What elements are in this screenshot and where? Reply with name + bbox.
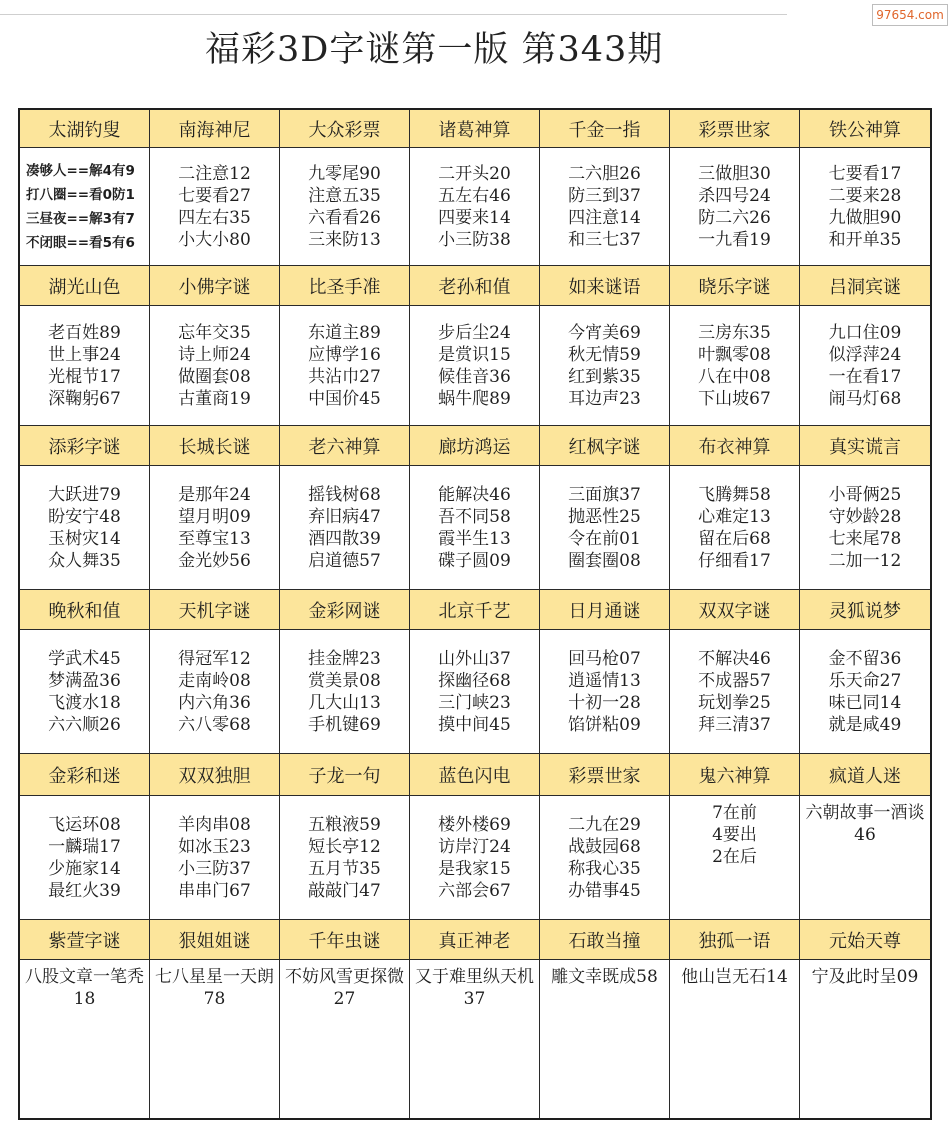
puzzle-line: 他山岂无石14	[681, 967, 788, 987]
column-header	[20, 920, 150, 960]
column-header	[800, 426, 930, 466]
puzzle-line: 探幽径68	[438, 670, 511, 691]
puzzle-board	[18, 108, 932, 1120]
column-header-label: 双双字谜	[698, 600, 771, 622]
puzzle-line: 是我家15	[438, 858, 511, 879]
puzzle-cell	[670, 796, 800, 920]
puzzle-cell	[410, 466, 540, 590]
column-header-label: 天机字谜	[178, 600, 251, 622]
puzzle-line: 留在后68	[698, 528, 771, 549]
column-header-label: 真实谎言	[829, 436, 901, 458]
puzzle-line: 六八零68	[178, 714, 251, 735]
column-header	[670, 754, 800, 796]
column-header-label: 紫萱字谜	[48, 930, 121, 952]
puzzle-line: 内六角36	[178, 692, 251, 713]
puzzle-line: 宁及此时呈09	[811, 967, 919, 987]
column-header	[540, 110, 670, 148]
column-header	[670, 590, 800, 630]
puzzle-line: 梦满盈36	[48, 670, 121, 691]
puzzle-line: 防三到37	[568, 185, 641, 206]
puzzle-cell	[280, 466, 410, 590]
puzzle-cell	[20, 630, 150, 754]
column-header	[20, 110, 150, 148]
puzzle-line: 五粮液59	[308, 814, 381, 835]
column-header-label: 鬼六神算	[698, 765, 771, 787]
puzzle-line: 三昼夜==解3有7	[26, 210, 135, 227]
column-header	[800, 754, 930, 796]
top-rule	[0, 14, 787, 15]
puzzle-line: 秋无情59	[568, 344, 641, 365]
puzzle-line: 众人舞35	[48, 550, 121, 571]
column-header	[410, 920, 540, 960]
column-header-label: 如来谜语	[568, 276, 641, 298]
column-header	[800, 590, 930, 630]
puzzle-line: 雕文幸既成58	[551, 967, 658, 987]
column-header	[150, 590, 280, 630]
puzzle-cell	[280, 148, 410, 266]
puzzle-line: 一麟瑞17	[48, 836, 121, 857]
puzzle-line: 七来尾78	[828, 528, 902, 549]
column-header-label: 子龙一句	[308, 765, 381, 787]
column-header-label: 廊坊鸿运	[438, 436, 511, 458]
puzzle-line: 挂金牌23	[308, 648, 381, 669]
puzzle-line: 味已同14	[828, 692, 902, 713]
puzzle-line: 九零尾90	[308, 163, 381, 184]
puzzle-line: 最红火39	[48, 880, 121, 901]
column-header-label: 灵狐说梦	[829, 600, 901, 622]
column-header-label: 石敢当撞	[568, 930, 641, 952]
puzzle-cell	[280, 306, 410, 426]
puzzle-line: 三做胆30	[698, 163, 771, 184]
puzzle-line: 闹马灯68	[828, 388, 902, 409]
column-header	[150, 920, 280, 960]
puzzle-line: 六看看26	[308, 207, 381, 228]
puzzle-line: 八在中08	[698, 366, 771, 387]
column-header	[410, 426, 540, 466]
puzzle-cell	[20, 466, 150, 590]
site-watermark: 97654.com	[872, 4, 948, 26]
puzzle-line: 二要来28	[828, 185, 902, 206]
column-header	[670, 266, 800, 306]
puzzle-line: 酒四散39	[308, 528, 381, 549]
puzzle-line: 红到紫35	[568, 366, 641, 387]
column-header	[150, 110, 280, 148]
puzzle-cell	[540, 630, 670, 754]
puzzle-line: 七要看17	[828, 163, 902, 184]
column-header	[410, 590, 540, 630]
puzzle-line: 四要来14	[438, 207, 511, 228]
column-header-label: 铁公神算	[829, 119, 901, 141]
puzzle-line: 三门峡23	[438, 692, 511, 713]
puzzle-line: 耳边声23	[568, 388, 641, 409]
puzzle-line: 忘年交35	[178, 322, 251, 343]
column-header-label: 日月通谜	[568, 600, 641, 622]
puzzle-line: 盼安宁48	[48, 506, 121, 527]
puzzle-cell	[150, 630, 280, 754]
puzzle-line: 启道德57	[308, 550, 381, 571]
puzzle-line: 七八星星一天朗78	[155, 967, 274, 1009]
column-header-label: 双双独胆	[178, 765, 251, 787]
column-header-label: 红枫字谜	[568, 436, 641, 458]
puzzle-line: 九口住09	[828, 322, 902, 343]
column-header-label: 晚秋和值	[48, 600, 121, 622]
column-header	[280, 426, 410, 466]
puzzle-line: 办错事45	[568, 880, 641, 901]
puzzle-line: 能解决46	[438, 484, 511, 505]
puzzle-line: 小哥俩25	[828, 484, 902, 505]
puzzle-line: 二加一12	[828, 550, 902, 571]
puzzle-line: 十初一28	[568, 692, 641, 713]
column-header	[150, 266, 280, 306]
puzzle-cell	[540, 148, 670, 266]
column-header-label: 彩票世家	[698, 119, 771, 141]
column-header	[540, 590, 670, 630]
column-header-label: 蓝色闪电	[438, 765, 511, 787]
column-header	[670, 110, 800, 148]
puzzle-cell	[800, 796, 930, 920]
column-header	[150, 754, 280, 796]
puzzle-line: 霞半生13	[438, 528, 511, 549]
puzzle-line: 小大小80	[178, 229, 251, 250]
puzzle-line: 望月明09	[178, 506, 251, 527]
puzzle-cell	[540, 306, 670, 426]
puzzle-line: 几大山13	[308, 692, 381, 713]
column-header-label: 布衣神算	[698, 436, 771, 458]
puzzle-line: 走南岭08	[178, 670, 251, 691]
puzzle-line: 九做胆90	[828, 207, 902, 228]
puzzle-cell	[410, 148, 540, 266]
column-header	[670, 426, 800, 466]
column-header	[150, 426, 280, 466]
column-header	[280, 920, 410, 960]
puzzle-line: 圈套圈08	[568, 550, 641, 571]
column-header	[800, 920, 930, 960]
column-header	[280, 110, 410, 148]
puzzle-line: 三房东35	[698, 322, 771, 343]
puzzle-line: 似浮萍24	[828, 344, 902, 365]
puzzle-line: 4要出	[712, 825, 757, 845]
column-header-label: 千年虫谜	[308, 930, 381, 952]
puzzle-line: 今宵美69	[568, 322, 641, 343]
puzzle-line: 又于难里纵天机37	[415, 967, 534, 1009]
puzzle-line: 四注意14	[568, 207, 641, 228]
puzzle-line: 杀四号24	[698, 185, 771, 206]
puzzle-line: 金不留36	[828, 648, 902, 669]
puzzle-line: 步后尘24	[438, 322, 511, 343]
puzzle-cell	[670, 630, 800, 754]
page-title: 福彩3D字谜第一版 第343期	[205, 30, 664, 70]
column-header	[20, 590, 150, 630]
column-header	[540, 266, 670, 306]
puzzle-line: 敲敲门47	[308, 880, 381, 901]
puzzle-cell	[280, 796, 410, 920]
puzzle-line: 凑够人==解4有9	[26, 162, 135, 179]
puzzle-cell	[20, 796, 150, 920]
puzzle-line: 手机键69	[308, 714, 381, 735]
puzzle-line: 7在前	[712, 803, 757, 823]
column-header	[800, 266, 930, 306]
puzzle-line: 战鼓园68	[568, 836, 641, 857]
puzzle-line: 深鞠躬67	[48, 388, 121, 409]
column-header-label: 添彩字谜	[48, 436, 121, 458]
puzzle-line: 三面旗37	[568, 484, 641, 505]
puzzle-line: 飞渡水18	[48, 692, 121, 713]
puzzle-line: 一九看19	[698, 229, 771, 250]
puzzle-line: 中国价45	[308, 388, 381, 409]
column-header-label: 老六神算	[308, 436, 381, 458]
puzzle-cell	[540, 466, 670, 590]
puzzle-line: 四左右35	[178, 207, 251, 228]
puzzle-line: 吾不同58	[438, 506, 511, 527]
puzzle-cell	[20, 960, 150, 1118]
puzzle-line: 二九在29	[568, 814, 641, 835]
puzzle-cell	[150, 960, 280, 1118]
puzzle-cell	[800, 306, 930, 426]
puzzle-line: 不解决46	[698, 648, 771, 669]
puzzle-line: 抛恶性25	[568, 506, 641, 527]
column-header	[410, 754, 540, 796]
puzzle-line: 和三七37	[568, 229, 641, 250]
puzzle-line: 六六顺26	[48, 714, 121, 735]
column-header-label: 长城长谜	[178, 436, 251, 458]
column-header	[20, 266, 150, 306]
puzzle-line: 注意五35	[308, 185, 381, 206]
column-header-label: 北京千艺	[438, 600, 511, 622]
puzzle-line: 做圈套08	[178, 366, 251, 387]
column-header-label: 老孙和值	[438, 276, 511, 298]
puzzle-line: 心难定13	[698, 506, 771, 527]
column-header	[280, 590, 410, 630]
column-header-label: 比圣手准	[308, 276, 381, 298]
column-header-label: 晓乐字谜	[698, 276, 771, 298]
column-header	[20, 426, 150, 466]
puzzle-line: 不妨风雪更探微27	[285, 967, 404, 1009]
puzzle-line: 二六胆26	[568, 163, 641, 184]
column-header-label: 诸葛神算	[438, 119, 511, 141]
column-header-label: 湖光山色	[48, 276, 121, 298]
puzzle-line: 赏美景08	[308, 670, 381, 691]
puzzle-line: 七要看27	[178, 185, 251, 206]
column-header-label: 吕洞宾谜	[829, 276, 901, 298]
column-header	[20, 754, 150, 796]
column-header-label: 太湖钓叟	[48, 119, 121, 141]
puzzle-line: 打八圈==看0防1	[26, 186, 135, 203]
column-header-label: 金彩网谜	[308, 600, 381, 622]
puzzle-line: 学武术45	[48, 648, 121, 669]
puzzle-cell	[280, 960, 410, 1118]
puzzle-line: 玉树灾14	[48, 528, 121, 549]
puzzle-line: 诗上师24	[178, 344, 251, 365]
puzzle-line: 大跃进79	[48, 484, 121, 505]
column-header-label: 狠姐姐谜	[178, 930, 251, 952]
puzzle-cell	[410, 960, 540, 1118]
puzzle-line: 是那年24	[178, 484, 251, 505]
puzzle-cell	[540, 796, 670, 920]
puzzle-line: 老百姓89	[48, 322, 121, 343]
puzzle-line: 光棍节17	[48, 366, 121, 387]
puzzle-cell	[800, 466, 930, 590]
puzzle-line: 就是咸49	[828, 714, 902, 735]
column-header-label: 小佛字谜	[178, 276, 251, 298]
puzzle-line: 六部会67	[438, 880, 511, 901]
puzzle-line: 和开单35	[828, 229, 902, 250]
puzzle-line: 2在后	[712, 847, 757, 867]
puzzle-line: 五左右46	[438, 185, 511, 206]
puzzle-cell	[670, 466, 800, 590]
puzzle-line: 东道主89	[308, 322, 381, 343]
puzzle-line: 逍遥情13	[568, 670, 641, 691]
puzzle-line: 仔细看17	[698, 550, 771, 571]
column-header-label: 千金一指	[568, 119, 641, 141]
puzzle-line: 串串门67	[178, 880, 251, 901]
puzzle-line: 古董商19	[178, 388, 251, 409]
column-header-label: 南海神尼	[178, 119, 251, 141]
puzzle-line: 三来防13	[308, 229, 381, 250]
puzzle-line: 楼外楼69	[438, 814, 511, 835]
puzzle-line: 拜三清37	[698, 714, 771, 735]
column-header	[800, 110, 930, 148]
column-header	[540, 920, 670, 960]
column-header	[540, 754, 670, 796]
puzzle-line: 应博学16	[308, 344, 381, 365]
puzzle-line: 小三防38	[438, 229, 511, 250]
puzzle-line: 二注意12	[178, 163, 251, 184]
puzzle-cell	[800, 960, 930, 1118]
puzzle-line: 防二六26	[698, 207, 771, 228]
puzzle-line: 弃旧病47	[308, 506, 381, 527]
puzzle-line: 候佳音36	[438, 366, 511, 387]
column-header-label: 独孤一语	[698, 930, 771, 952]
column-header	[280, 266, 410, 306]
puzzle-line: 回马枪07	[568, 648, 641, 669]
puzzle-line: 短长亭12	[308, 836, 381, 857]
puzzle-line: 摇钱树68	[308, 484, 381, 505]
puzzle-line: 是赏识15	[438, 344, 511, 365]
puzzle-cell	[800, 148, 930, 266]
puzzle-line: 馅饼粘09	[568, 714, 641, 735]
puzzle-line: 小三防37	[178, 858, 251, 879]
puzzle-line: 羊肉串08	[178, 814, 251, 835]
puzzle-line: 山外山37	[438, 648, 511, 669]
puzzle-line: 六朝故事一酒谈46	[805, 803, 925, 845]
puzzle-line: 摸中间45	[438, 714, 511, 735]
puzzle-line: 乐天命27	[828, 670, 902, 691]
puzzle-line: 玩划拳25	[698, 692, 771, 713]
puzzle-line: 飞运环08	[48, 814, 121, 835]
puzzle-cell	[670, 960, 800, 1118]
puzzle-cell	[800, 630, 930, 754]
puzzle-cell	[410, 796, 540, 920]
puzzle-cell	[150, 466, 280, 590]
puzzle-cell	[20, 148, 150, 266]
puzzle-line: 少施家14	[48, 858, 121, 879]
column-header	[410, 266, 540, 306]
puzzle-line: 不闭眼==看5有6	[26, 234, 135, 251]
column-header-label: 大众彩票	[308, 119, 381, 141]
puzzle-cell	[150, 796, 280, 920]
puzzle-cell	[410, 630, 540, 754]
column-header	[540, 426, 670, 466]
puzzle-cell	[280, 630, 410, 754]
puzzle-line: 至尊宝13	[178, 528, 251, 549]
puzzle-cell	[20, 306, 150, 426]
puzzle-line: 叶飘零08	[698, 344, 771, 365]
puzzle-line: 下山坡67	[698, 388, 771, 409]
puzzle-line: 守妙龄28	[828, 506, 902, 527]
puzzle-line: 世上事24	[48, 344, 121, 365]
puzzle-line: 称我心35	[568, 858, 641, 879]
puzzle-cell	[670, 306, 800, 426]
puzzle-line: 访岸汀24	[438, 836, 511, 857]
puzzle-line: 蜗牛爬89	[438, 388, 511, 409]
puzzle-cell	[150, 306, 280, 426]
column-header-label: 元始天尊	[829, 930, 901, 952]
puzzle-line: 五月节35	[308, 858, 381, 879]
puzzle-cell	[410, 306, 540, 426]
column-header-label: 彩票世家	[568, 765, 641, 787]
puzzle-line: 不成器57	[698, 670, 771, 691]
column-header	[410, 110, 540, 148]
puzzle-line: 二开头20	[438, 163, 511, 184]
column-header-label: 真正神老	[438, 930, 511, 952]
column-header	[280, 754, 410, 796]
puzzle-line: 碟子圆09	[438, 550, 511, 571]
column-header	[670, 920, 800, 960]
puzzle-line: 一在看17	[828, 366, 902, 387]
column-header-label: 金彩和迷	[48, 765, 121, 787]
puzzle-line: 如冰玉23	[178, 836, 251, 857]
puzzle-cell	[540, 960, 670, 1118]
puzzle-line: 共沾巾27	[308, 366, 381, 387]
puzzle-line: 得冠军12	[178, 648, 251, 669]
puzzle-line: 令在前01	[568, 528, 641, 549]
puzzle-cell	[150, 148, 280, 266]
puzzle-line: 飞腾舞58	[698, 484, 771, 505]
puzzle-line: 八股文章一笔秃18	[25, 967, 144, 1009]
column-header-label: 疯道人迷	[829, 765, 901, 787]
puzzle-cell	[670, 148, 800, 266]
puzzle-line: 金光妙56	[178, 550, 251, 571]
